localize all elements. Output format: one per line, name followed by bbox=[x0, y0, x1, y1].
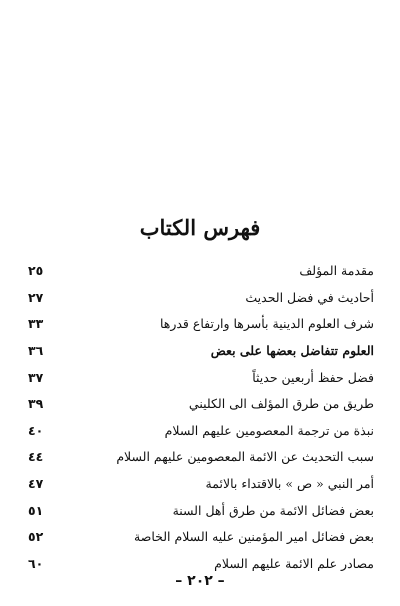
toc-row bbox=[28, 391, 374, 418]
toc-entry-title: بعض فضائل الائمة من طرق أهل السنة bbox=[172, 502, 374, 518]
toc-row bbox=[28, 311, 374, 338]
toc-entry-page: ٢٧ bbox=[28, 289, 44, 305]
toc-entry-title: أمر النبي « ص » بالاقتداء بالائمة bbox=[205, 476, 374, 492]
table-of-contents bbox=[28, 258, 374, 577]
toc-entry-page: ٤٠ bbox=[28, 422, 44, 438]
toc-entry-page: ٦٠ bbox=[28, 555, 44, 571]
toc-entry-title: سبب التحديث عن الائمة المعصومين عليهم السلام bbox=[116, 449, 374, 465]
toc-row bbox=[28, 418, 374, 445]
toc-entry-title: طريق من طرق المؤلف الى الكليني bbox=[188, 396, 374, 412]
page-title: فهرس الكتاب bbox=[139, 215, 261, 240]
toc-row bbox=[28, 364, 374, 391]
toc-entry-page: ٣٦ bbox=[28, 343, 44, 359]
toc-entry-page: ٢٥ bbox=[28, 263, 44, 279]
toc-entry-title: مقدمة المؤلف bbox=[299, 263, 374, 279]
toc-row bbox=[28, 524, 374, 551]
toc-row bbox=[28, 258, 374, 285]
page-number: – ٢٠٢ – bbox=[175, 573, 225, 589]
toc-entry-title: نبذة من ترجمة المعصومين عليهم السلام bbox=[164, 422, 374, 438]
toc-entry-title: مصادر علم الائمة عليهم السلام bbox=[214, 555, 374, 571]
toc-entry-title: فضل حفظ أربعين حديثاً bbox=[252, 369, 374, 385]
toc-entry-page: ٣٣ bbox=[28, 316, 44, 332]
toc-entry-page: ٤٧ bbox=[28, 476, 44, 492]
toc-entry-page: ٣٩ bbox=[28, 396, 44, 412]
toc-entry-page: ٥٢ bbox=[28, 529, 44, 545]
toc-row bbox=[28, 285, 374, 312]
toc-entry-page: ٣٧ bbox=[28, 369, 44, 385]
toc-row bbox=[28, 471, 374, 498]
toc-entry-title: بعض فضائل امير المؤمنين عليه السلام الخاصة bbox=[134, 529, 374, 545]
toc-entry-page: ٤٤ bbox=[28, 449, 44, 465]
toc-entry-title: العلوم تتفاضل بعضها على بعض bbox=[210, 343, 374, 359]
toc-row bbox=[28, 497, 374, 524]
toc-entry-page: ٥١ bbox=[28, 502, 44, 518]
toc-entry-title: شرف العلوم الدينية بأسرها وارتفاع قدرها bbox=[159, 316, 374, 332]
toc-row bbox=[28, 444, 374, 471]
toc-entry-title: أحاديث في فضل الحديث bbox=[245, 289, 374, 305]
toc-row bbox=[28, 338, 374, 365]
